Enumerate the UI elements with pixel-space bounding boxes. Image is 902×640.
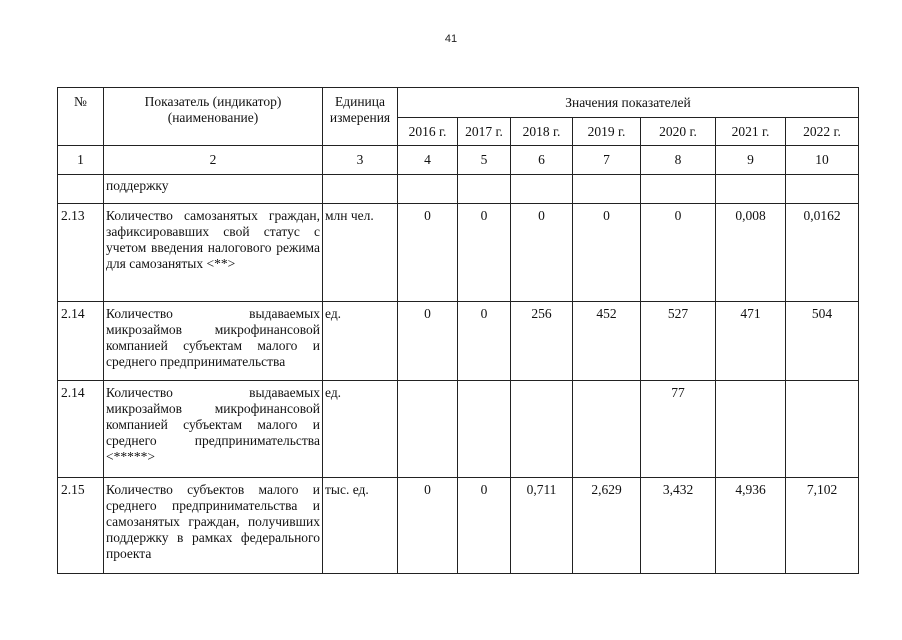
column-number-row (58, 146, 859, 175)
row-value: 0 (573, 204, 641, 302)
row-indicator-name: Количество выдаваемых микрозаймов микрофинансовой компанией субъектам малого и среднего предпринимательства <*****> (104, 381, 323, 478)
row-value: 256 (511, 302, 573, 381)
row-value: 4,936 (716, 478, 786, 574)
row-number: 2.14 (58, 381, 104, 478)
row-value (786, 381, 859, 478)
row-value: 0 (458, 204, 511, 302)
header-indicator: Показатель (индикатор) (наименование) (104, 88, 323, 146)
row-number: 2.14 (58, 302, 104, 381)
row-value: 527 (641, 302, 716, 381)
header-year: 2019 г. (573, 118, 641, 146)
table-row (58, 381, 859, 478)
row-indicator-name: поддержку (104, 175, 323, 204)
header-row-top (58, 88, 859, 118)
row-unit: тыс. ед. (323, 478, 398, 574)
row-value (458, 381, 511, 478)
row-value: 0 (641, 204, 716, 302)
column-number: 4 (398, 146, 458, 175)
table-row (58, 175, 859, 204)
row-value (641, 175, 716, 204)
row-value (398, 381, 458, 478)
row-value (458, 175, 511, 204)
row-unit: млн чел. (323, 204, 398, 302)
header-values: Значения показателей (398, 88, 859, 118)
row-value: 452 (573, 302, 641, 381)
row-value (786, 175, 859, 204)
header-year: 2017 г. (458, 118, 511, 146)
row-value: 3,432 (641, 478, 716, 574)
column-number: 10 (786, 146, 859, 175)
column-number: 5 (458, 146, 511, 175)
table-row (58, 204, 859, 302)
column-number: 3 (323, 146, 398, 175)
row-value: 7,102 (786, 478, 859, 574)
column-number: 9 (716, 146, 786, 175)
row-value: 77 (641, 381, 716, 478)
page-number: 41 (444, 33, 458, 45)
row-value: 0,711 (511, 478, 573, 574)
row-indicator-name: Количество выдаваемых микрозаймов микрофинансовой компанией субъектам малого и среднего предпринимательства (104, 302, 323, 381)
row-value (573, 381, 641, 478)
row-value: 0 (398, 204, 458, 302)
row-value: 504 (786, 302, 859, 381)
row-number: 2.13 (58, 204, 104, 302)
header-year: 2016 г. (398, 118, 458, 146)
row-unit: ед. (323, 302, 398, 381)
row-value: 0 (458, 302, 511, 381)
row-value: 0 (398, 478, 458, 574)
column-number: 7 (573, 146, 641, 175)
row-unit (323, 175, 398, 204)
row-indicator-name (104, 478, 323, 574)
row-indicator-name: Количество самозанятых граждан, зафиксировавших свой статус с учетом введения налогового режима для самозанятых <**> (104, 204, 323, 302)
column-number: 1 (58, 146, 104, 175)
header-year: 2018 г. (511, 118, 573, 146)
row-indicator-name-text: Количество субъектов малого и среднего предпринимательства и самозанятых граждан, получивших поддержку в рамках федерального проекта (106, 482, 320, 561)
row-value (398, 175, 458, 204)
row-number (58, 175, 104, 204)
row-value: 0 (398, 302, 458, 381)
table-row (58, 478, 859, 574)
column-number: 2 (104, 146, 323, 175)
row-value (573, 175, 641, 204)
indicators-table (57, 87, 859, 574)
row-value (716, 175, 786, 204)
row-number: 2.15 (58, 478, 104, 574)
row-value: 2,629 (573, 478, 641, 574)
row-value: 0 (458, 478, 511, 574)
header-number: № (58, 88, 104, 146)
row-value (511, 175, 573, 204)
row-value: 0,0162 (786, 204, 859, 302)
row-value: 471 (716, 302, 786, 381)
column-number: 8 (641, 146, 716, 175)
row-value (716, 381, 786, 478)
row-value: 0 (511, 204, 573, 302)
header-unit: Единица измерения (323, 88, 398, 146)
table-row (58, 302, 859, 381)
header-year: 2021 г. (716, 118, 786, 146)
row-value (511, 381, 573, 478)
header-year: 2020 г. (641, 118, 716, 146)
row-unit: ед. (323, 381, 398, 478)
header-year: 2022 г. (786, 118, 859, 146)
column-number: 6 (511, 146, 573, 175)
row-value: 0,008 (716, 204, 786, 302)
